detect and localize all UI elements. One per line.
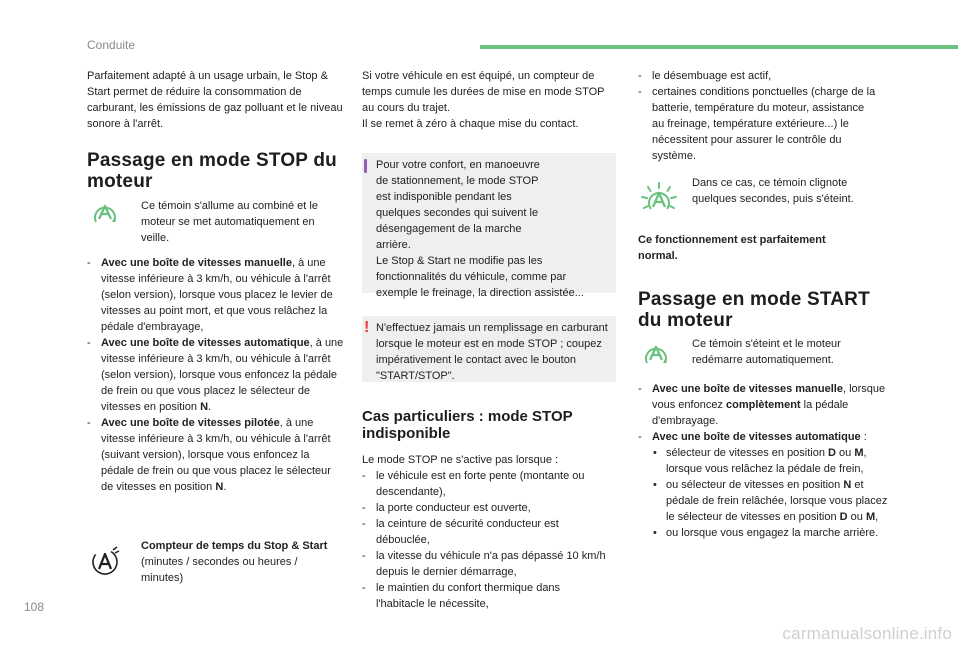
list-item: • sélecteur de vitesses en position D ou M, lorsque vous relâchez la pédale de frein, bbox=[652, 445, 888, 477]
list-item: - certaines conditions ponctuelles (charge de la batterie, température du moteur, assistance au freinage, température extérieure...) le nécessitent pour assurer le contrôle du système. bbox=[638, 84, 878, 164]
start-indicator-icon bbox=[639, 343, 673, 367]
counter-intro: Si votre véhicule en est équipé, un compteur de temps cumule les durées de mise en mode STOP au cours du trajet. Il se remet à zéro à chaque mise du contact. bbox=[362, 70, 605, 130]
special-cases-lead: Le mode STOP ne s'active pas lorsque : bbox=[362, 454, 559, 466]
list-item: - le véhicule est en forte pente (montante ou descendante), bbox=[362, 468, 606, 500]
list-item: - Avec une boîte de vitesses pilotée, à une vitesse inférieure à 3 km/h, ou véhicule à l'arrêt (suivant version), lorsque vous enfoncez la pédale de frein ou que vous placez le sélecteur de vitesses en position N. bbox=[87, 415, 345, 495]
page-number: 108 bbox=[24, 600, 45, 614]
timer-title: Compteur de temps du Stop & Start bbox=[141, 540, 328, 552]
special-cases-list-continued bbox=[638, 68, 878, 164]
list-item: - Avec une boîte de vitesses manuelle, lorsque vous enfoncez complètement la pédale d'embrayage. bbox=[638, 381, 888, 429]
list-item: - la porte conducteur est ouverte, bbox=[362, 500, 606, 516]
warning-icon: ! bbox=[364, 319, 370, 336]
automatic-sub-list bbox=[652, 445, 888, 541]
normal-operation-text: Ce fonctionnement est parfaitement normal. bbox=[638, 234, 826, 262]
indicator-on-text: Ce témoin s'allume au combiné et le moteur se met automatiquement en veille. bbox=[141, 200, 318, 244]
stop-mode-heading: Passage en mode STOP du moteur bbox=[87, 150, 337, 192]
timer-text: (minutes / secondes ou heures / minutes) bbox=[141, 556, 298, 584]
start-mode-heading: Passage en mode START du moteur bbox=[638, 289, 870, 331]
section-accent-bar bbox=[480, 45, 958, 49]
blink-text: Dans ce cas, ce témoin clignote quelques secondes, puis s'éteint. bbox=[692, 177, 854, 205]
list-item: - la ceinture de sécurité conducteur est débouclée, bbox=[362, 516, 606, 548]
special-cases-heading: Cas particuliers : mode STOP indisponible bbox=[362, 408, 573, 442]
timer-icon bbox=[89, 545, 123, 577]
indicator-off-text: Ce témoin s'éteint et le moteur redémarre automatiquement. bbox=[692, 338, 841, 366]
section-title: Conduite bbox=[87, 38, 136, 52]
info-note: Pour votre confort, en manoeuvre de stationnement, le mode STOP est indisponible pendant les quelques secondes qui suivent le désengagement de la marche arrière. Le Stop & Start ne modifie pas les fonctionnalités du véhicule, comme par exemple le freinage, la direction assistée... bbox=[362, 153, 616, 293]
list-item: • ou lorsque vous engagez la marche arrière. bbox=[652, 525, 888, 541]
intro-paragraph: Parfaitement adapté à un usage urbain, le Stop & Start permet de réduire la consommation de carburant, les émissions de gaz polluant et le niveau sonore à l'arrêt. bbox=[87, 70, 343, 130]
stop-conditions-list bbox=[87, 255, 345, 495]
stop-start-indicator-icon bbox=[88, 202, 122, 226]
timer-block bbox=[141, 538, 331, 586]
list-item: - Avec une boîte de vitesses automatique : • sélecteur de vitesses en position D ou M, lorsque vous relâchez la pédale de frein, • ou sélecteur de vitesses en position N et pédale de frein relâchée, lorsque vous placez le sélecteur de vitesses en position D ou M, • ou lorsque vous engagez la marche arrière. bbox=[638, 429, 888, 541]
warning-note: ! N'effectuez jamais un remplissage en carburant lorsque le moteur est en mode STOP ; coupez impérativement le contact avec le bouton "START/STOP". bbox=[362, 316, 616, 382]
list-item: - Avec une boîte de vitesses manuelle, à une vitesse inférieure à 3 km/h, ou véhicule à l'arrêt (selon version), lorsque vous placez le levier de vitesses au point mort, et que vous relâchez la pédale d'embrayage, bbox=[87, 255, 345, 335]
list-item: - le désembuage est actif, bbox=[638, 68, 878, 84]
blinking-indicator-icon bbox=[639, 180, 679, 216]
watermark: carmanualsonline.info bbox=[782, 624, 952, 643]
list-item: - la vitesse du véhicule n'a pas dépassé 10 km/h depuis le dernier démarrage, bbox=[362, 548, 606, 580]
list-item: • ou sélecteur de vitesses en position N et pédale de frein relâchée, lorsque vous placez le sélecteur de vitesses en position D ou M, bbox=[652, 477, 888, 525]
start-conditions-list bbox=[638, 381, 888, 541]
list-item: - Avec une boîte de vitesses automatique, à une vitesse inférieure à 3 km/h, ou véhicule à l'arrêt (selon version), lorsque vous enfoncez la pédale de frein ou que vous placez le sélecteur de vitesses en position N. bbox=[87, 335, 345, 415]
special-cases-list bbox=[362, 468, 606, 612]
list-item: - le maintien du confort thermique dans l'habitacle le nécessite, bbox=[362, 580, 606, 612]
info-icon bbox=[364, 159, 367, 173]
